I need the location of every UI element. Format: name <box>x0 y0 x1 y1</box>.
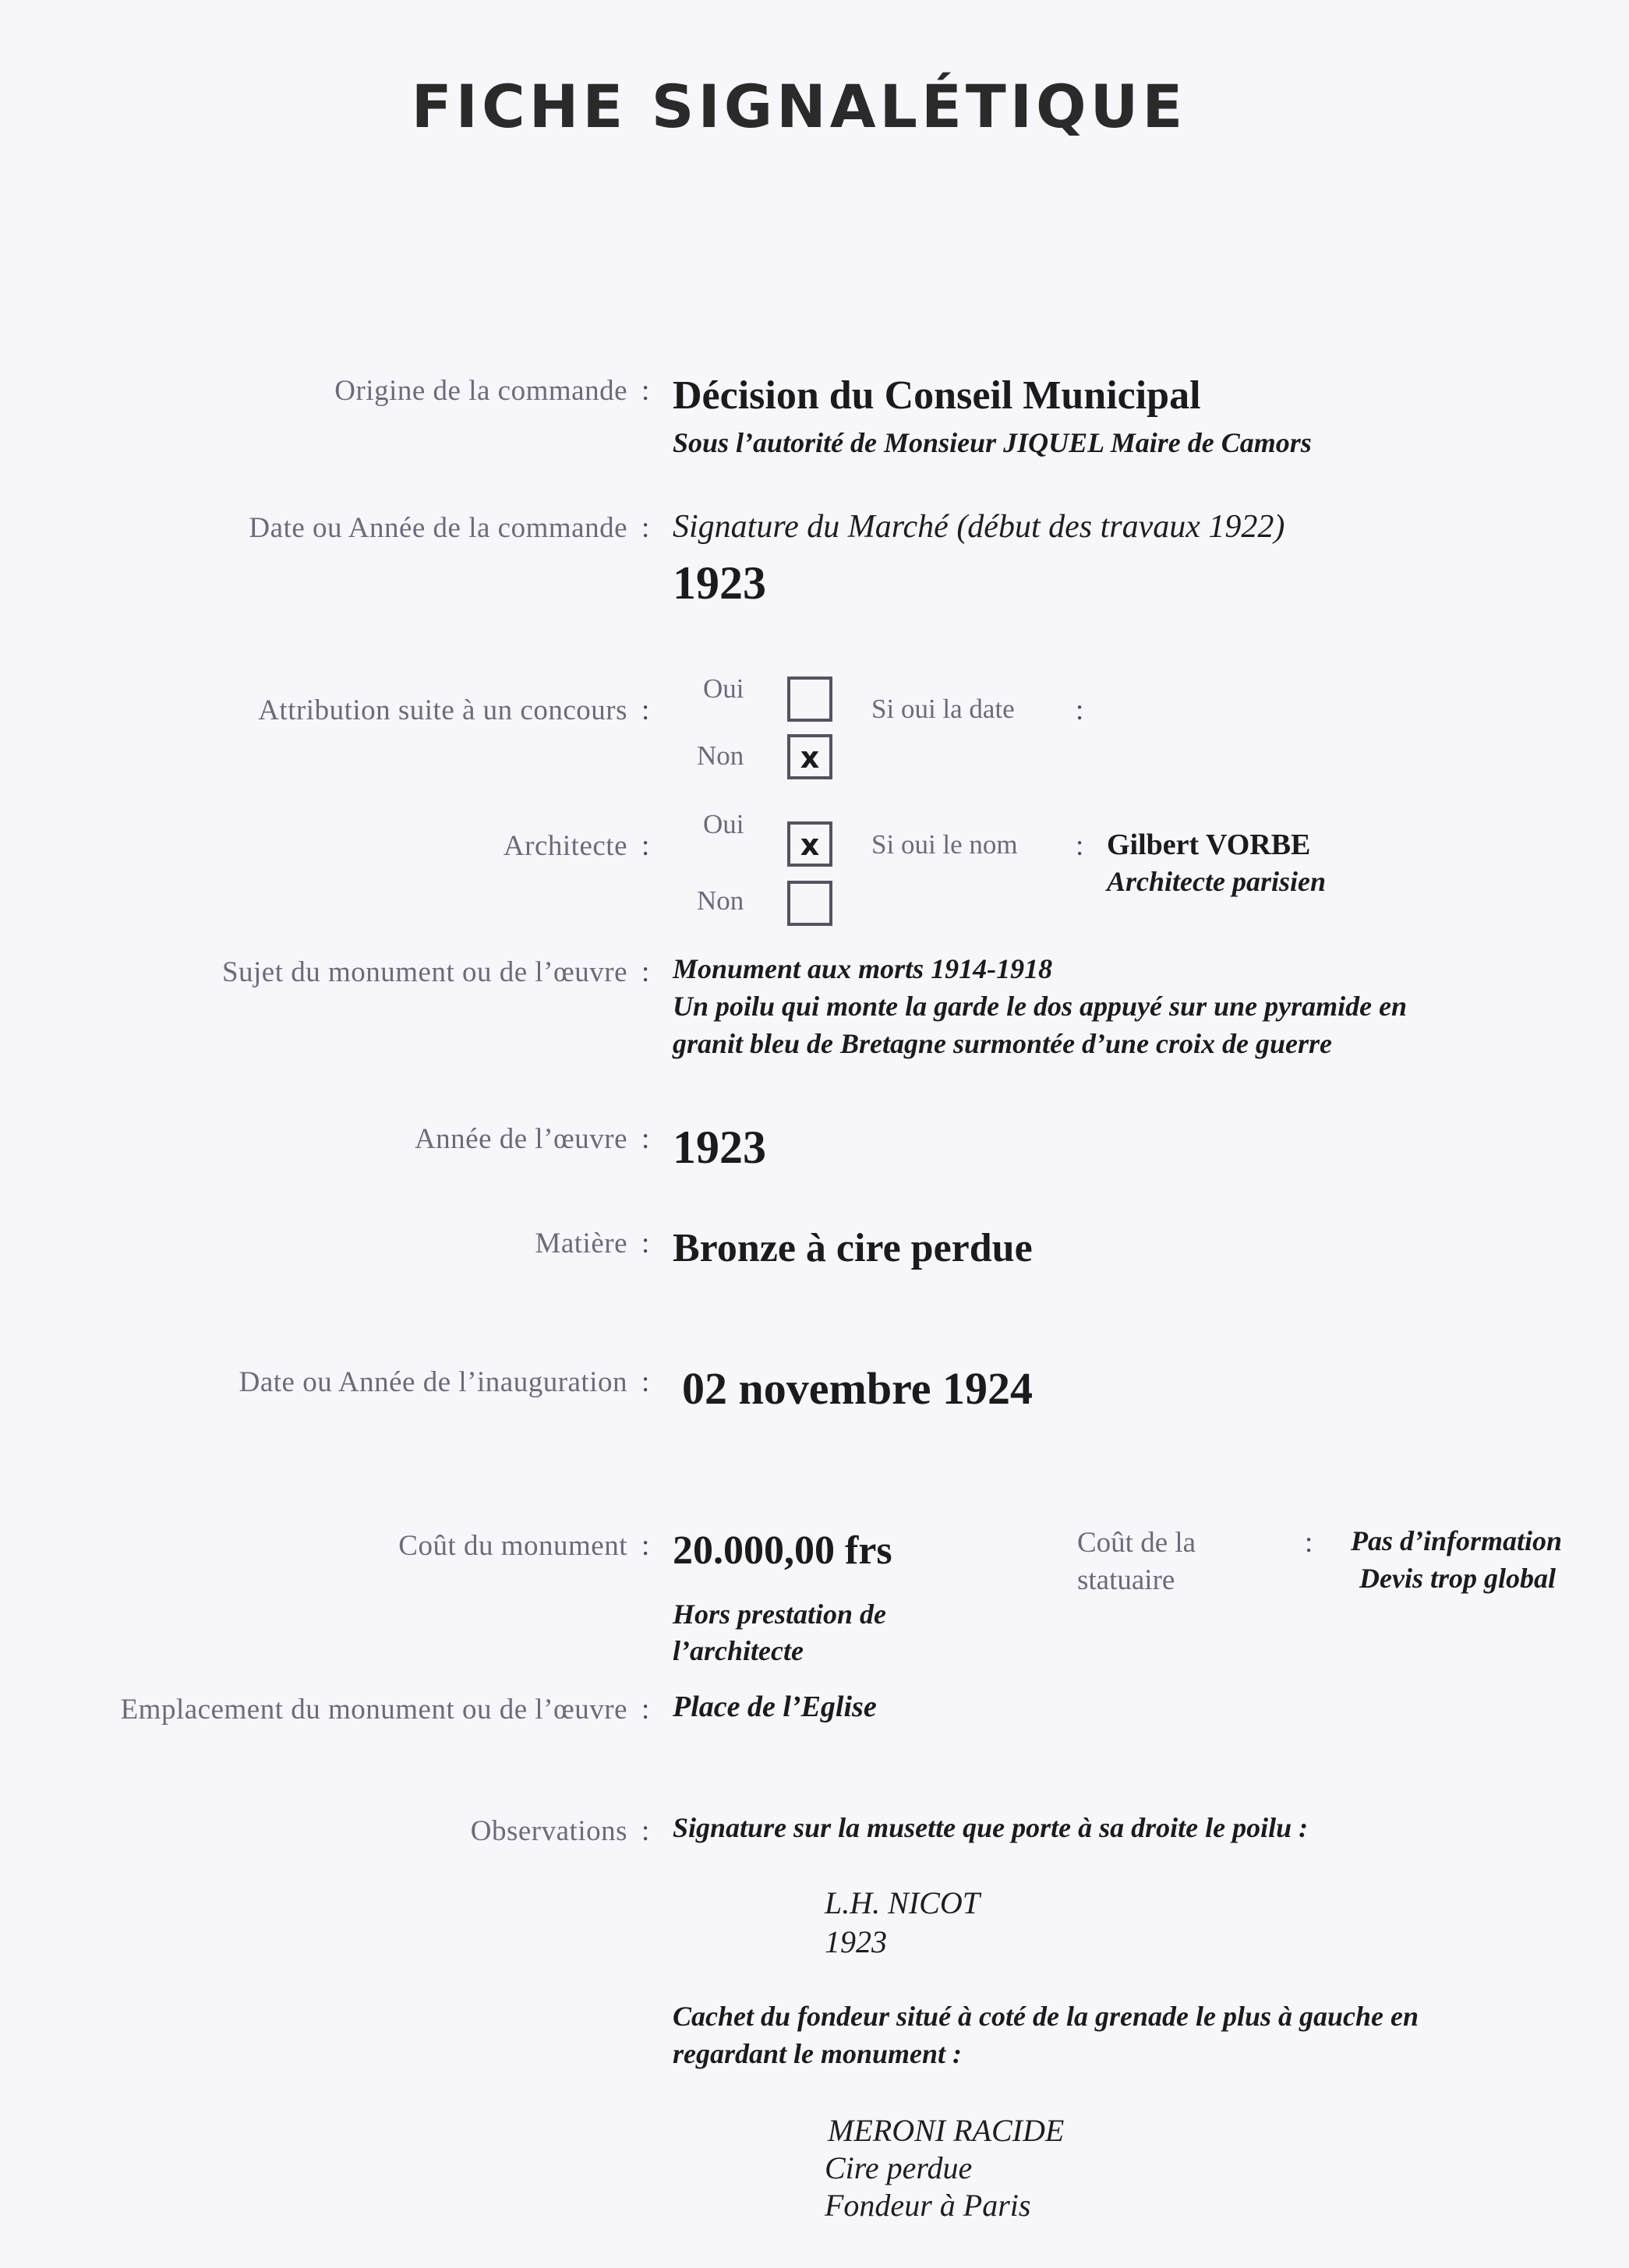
sujet-line3: granit bleu de Bretagne surmontée d’une croix de guerre <box>673 1028 1333 1059</box>
annee-oeuvre-colon: : <box>641 1123 650 1155</box>
fondeur-technique: Cire perdue <box>825 2150 973 2185</box>
inauguration-label: Date ou Année de l’inauguration <box>239 1366 627 1398</box>
signature-name: L.H. NICOT <box>825 1885 980 1920</box>
date-commande-value: Signature du Marché (début des travaux 1922) <box>673 509 1285 545</box>
architecte-non-mark <box>790 884 829 923</box>
page-title: FICHE SIGNALÉTIQUE <box>411 72 1187 141</box>
date-commande-label: Date ou Année de la commande <box>249 512 627 544</box>
concours-oui-checkbox[interactable] <box>787 677 832 722</box>
fondeur-lieu: Fondeur à Paris <box>825 2188 1031 2223</box>
concours-date-colon: : <box>1076 694 1084 726</box>
architecte-colon: : <box>641 830 650 862</box>
architecte-non-label: Non <box>697 885 744 916</box>
architecte-qualite: Architecte parisien <box>1107 866 1326 897</box>
date-commande-year: 1923 <box>673 557 766 609</box>
matiere-colon: : <box>641 1228 650 1259</box>
cout-value: 20.000,00 frs <box>673 1528 892 1573</box>
sujet-line1: Monument aux morts 1914-1918 <box>673 953 1053 984</box>
architecte-oui-checkbox[interactable] <box>787 821 832 867</box>
date-commande-colon: : <box>641 512 650 544</box>
inauguration-colon: : <box>641 1366 650 1398</box>
origine-colon: : <box>641 375 650 407</box>
fondeur-name: MERONI RACIDE <box>828 2113 1065 2148</box>
architecte-label: Architecte <box>503 830 627 862</box>
architecte-nom-label: Si oui le nom <box>871 829 1018 860</box>
cout-colon: : <box>641 1530 650 1562</box>
concours-oui-label: Oui <box>703 673 744 704</box>
architecte-non-checkbox[interactable] <box>787 881 832 926</box>
concours-non-mark: x <box>800 740 820 775</box>
observations-colon: : <box>641 1815 650 1847</box>
matiere-label: Matière <box>535 1228 627 1259</box>
origine-label: Origine de la commande <box>334 375 627 407</box>
observations-line1: Signature sur la musette que porte à sa droite le poilu : <box>673 1812 1309 1843</box>
observations-label: Observations <box>470 1815 627 1847</box>
concours-non-checkbox[interactable] <box>787 734 832 779</box>
origine-value: Décision du Conseil Municipal <box>673 373 1201 418</box>
annee-oeuvre-value: 1923 <box>673 1122 766 1173</box>
origine-sub: Sous l’autorité de Monsieur JIQUEL Maire de Camors <box>673 427 1312 458</box>
cout-label: Coût du monument <box>398 1530 627 1562</box>
emplacement-colon: : <box>641 1694 650 1726</box>
cout-note1: Hors prestation de <box>673 1599 887 1630</box>
architecte-oui-mark: x <box>800 828 820 862</box>
statuaire-value1: Pas d’information <box>1351 1525 1563 1556</box>
signature-year: 1923 <box>825 1924 887 1959</box>
concours-colon: : <box>641 694 650 726</box>
sujet-colon: : <box>641 956 650 988</box>
concours-oui-mark <box>790 680 829 719</box>
statuaire-label-line2: statuaire <box>1077 1564 1175 1596</box>
statuaire-label-line1: Coût de la <box>1077 1527 1196 1559</box>
cachet-line2: regardant le monument : <box>673 2038 963 2069</box>
statuaire-value2: Devis trop global <box>1359 1563 1556 1594</box>
annee-oeuvre-label: Année de l’œuvre <box>414 1123 627 1155</box>
sujet-label: Sujet du monument ou de l’œuvre <box>221 956 627 988</box>
emplacement-value: Place de l’Eglise <box>673 1690 877 1723</box>
concours-non-label: Non <box>697 740 744 771</box>
concours-label: Attribution suite à un concours <box>258 694 627 726</box>
matiere-value: Bronze à cire perdue <box>673 1226 1033 1270</box>
architecte-nom: Gilbert VORBE <box>1107 828 1311 861</box>
cachet-line1: Cachet du fondeur situé à coté de la grenade le plus à gauche en <box>673 2001 1419 2032</box>
inauguration-value: 02 novembre 1924 <box>682 1363 1034 1414</box>
architecte-oui-label: Oui <box>703 809 744 839</box>
sujet-line2: Un poilu qui monte la garde le dos appuyé sur une pyramide en <box>673 991 1408 1022</box>
cout-note2: l’architecte <box>673 1635 804 1666</box>
emplacement-label: Emplacement du monument ou de l’œuvre <box>120 1694 627 1726</box>
statuaire-colon: : <box>1305 1527 1313 1559</box>
concours-date-label: Si oui la date <box>871 694 1015 724</box>
architecte-nom-colon: : <box>1076 830 1084 862</box>
